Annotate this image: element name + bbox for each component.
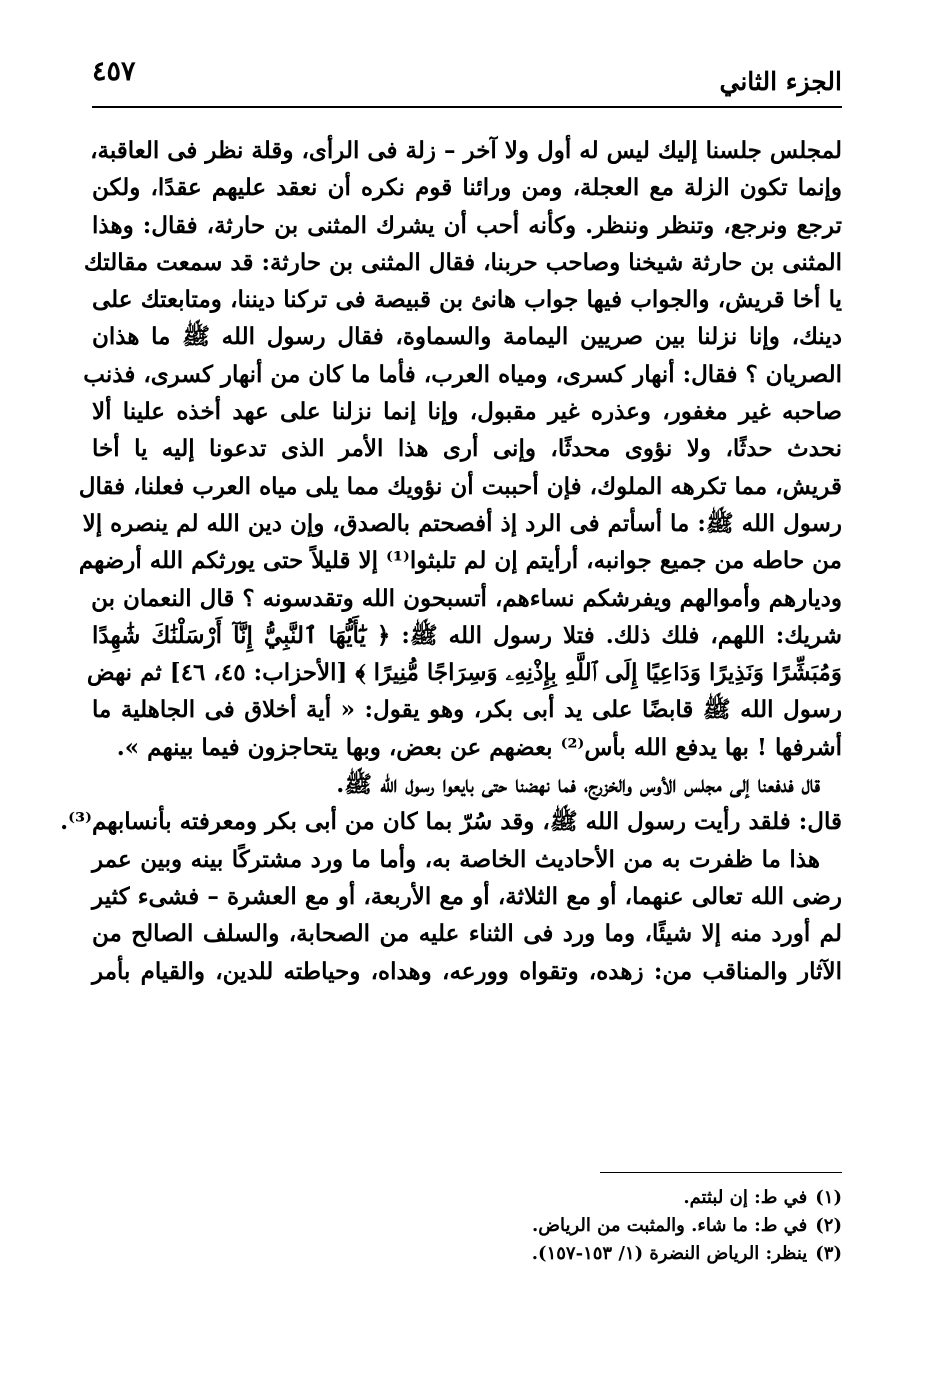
text-line: لم أورد منه إلا شيئًا، وما ورد فى الثناء عليه من الصحابة، والسلف الصالح من [92,920,842,948]
text-line: يا أخا قريش، والجواب فيها جواب هانئ بن قبيصة فى تركنا ديننا، ومتابعتك على [92,286,843,314]
page-number: ٤٥٧ [92,56,136,87]
main-text [60,132,843,990]
text-line: لمجلس جلسنا إليك ليس له أول ولا آخر – زلة فى الرأى، وقلة نظر فى العاقبة، [90,137,842,164]
footnote-number: (٣) [815,1243,842,1264]
text-line: رضى الله تعالى عنهما، أو مع الثلاثة، أو مع الأربعة، أو مع العشرة – فشىء كثير [92,882,842,910]
footnote-text: في ط: ما شاء. والمثبت من الرياض. [531,1215,808,1236]
text-line: نحدث حدثًا، ولا نؤوى محدثًا، وإنى أرى هذا الأمر الذى تدعونا إليه يا أخا [92,435,842,463]
quran-line: وَمُبَشِّرًا وَنَذِيرًا وَدَاعِيًا إِلَى ٱللَّهِ بِإِذْنِهِۦ وَسِرَاجًا مُّنِيرًا ﴾ [الأحزاب: ٤٥، ٤٦] ثم نهض [86,659,842,687]
footnote [92,1184,842,1212]
footnote [92,1212,842,1240]
text-line: قال فدفعنا إلى مجلس الأوس والخزرج، فما نهضنا حتى بايعوا رسول الله ﷺ. [336,771,820,799]
text-line: صاحبه غير مغفور، وعذره غير مقبول، وإنا إنما نزلنا على عهد أخذه علينا ألا [92,398,842,426]
text-line: قال: فلقد رأيت رسول الله ﷺ، وقد سُرّ بما كان من أبى بكر ومعرفته بأنسابهم⁽³⁾. [60,808,842,836]
text-line: هذا ما ظفرت به من الأحاديث الخاصة به، وأما ما ورد مشتركًا بينه وبين عمر [92,845,820,873]
running-header [92,54,842,94]
text-line: شريك: اللهم، فلك ذلك. فتلا رسول الله ﷺ: ﴿ يَٰٓأَيُّهَا ٱلنَّبِيُّ إِنَّآ أَرْسَلْنَٰكَ شَٰهِدًا [92,621,842,649]
footnote-text: في ط: إن لبثتم. [683,1187,808,1208]
footnote [92,1240,842,1268]
text-line: ترجع ونرجع، وتنظر وننظر. وكأنه أحب أن يشرك المثنى بن حارثة، فقال: وهذا [92,211,842,239]
text-line: المثنى بن حارثة شيخنا وصاحب حربنا، فقال المثنى بن حارثة: قد سمعت مقالتك [83,248,842,276]
header-rule [92,106,842,108]
text-line: رسول الله ﷺ: ما أسأتم فى الرد إذ أفصحتم بالصدق، وإن دين الله لم ينصره إلا [82,509,842,537]
running-title: الجزء الثاني [719,67,842,96]
text-line: قريش، مما تكرهه الملوك، فإن أحببت أن نؤويك مما يلى مياه العرب فعلنا، فقال [78,472,842,500]
footnotes [92,1184,842,1268]
text-line: الصريان ؟ فقال: أنهار كسرى، ومياه العرب، فأما ما كان من أنهار كسرى، فذنب [83,360,842,388]
text-line: رسول الله ﷺ قابضًا على يد أبى بكر، وهو يقول: « أية أخلاق فى الجاهلية ما [92,696,842,724]
text-line: وإنما تكون الزلة مع العجلة، ومن ورائنا قوم نكره أن نعقد عليهم عقدًا، ولكن [92,174,842,202]
text-line: الآثار والمناقب من: زهده، وتقواه وورعه، وهداه، وحياطته للدين، والقيام بأمر [92,957,842,985]
footnote-rule [600,1172,842,1173]
text-line: أشرفها ! بها يدفع الله بأس⁽²⁾ بعضهم عن بعض، وبها يتحاجزون فيما بينهم ». [116,733,842,761]
text-line: دينك، وإنا نزلنا بين صريين اليمامة والسماوة، فقال رسول الله ﷺ ما هذان [92,323,842,351]
text-line: وديارهم وأموالهم ويفرشكم نساءهم، أتسبحون الله وتقدسونه ؟ قال النعمان بن [91,584,842,612]
footnote-number: (٢) [815,1215,842,1236]
footnote-text: ينظر: الرياض النضرة (١/ ١٥٣-١٥٧). [531,1243,808,1264]
footnote-number: (١) [815,1187,842,1208]
text-line: من حاطه من جميع جوانبه، أرأيتم إن لم تلبثوا⁽¹⁾ إلا قليلاً حتى يورثكم الله أرضهم [78,547,842,575]
